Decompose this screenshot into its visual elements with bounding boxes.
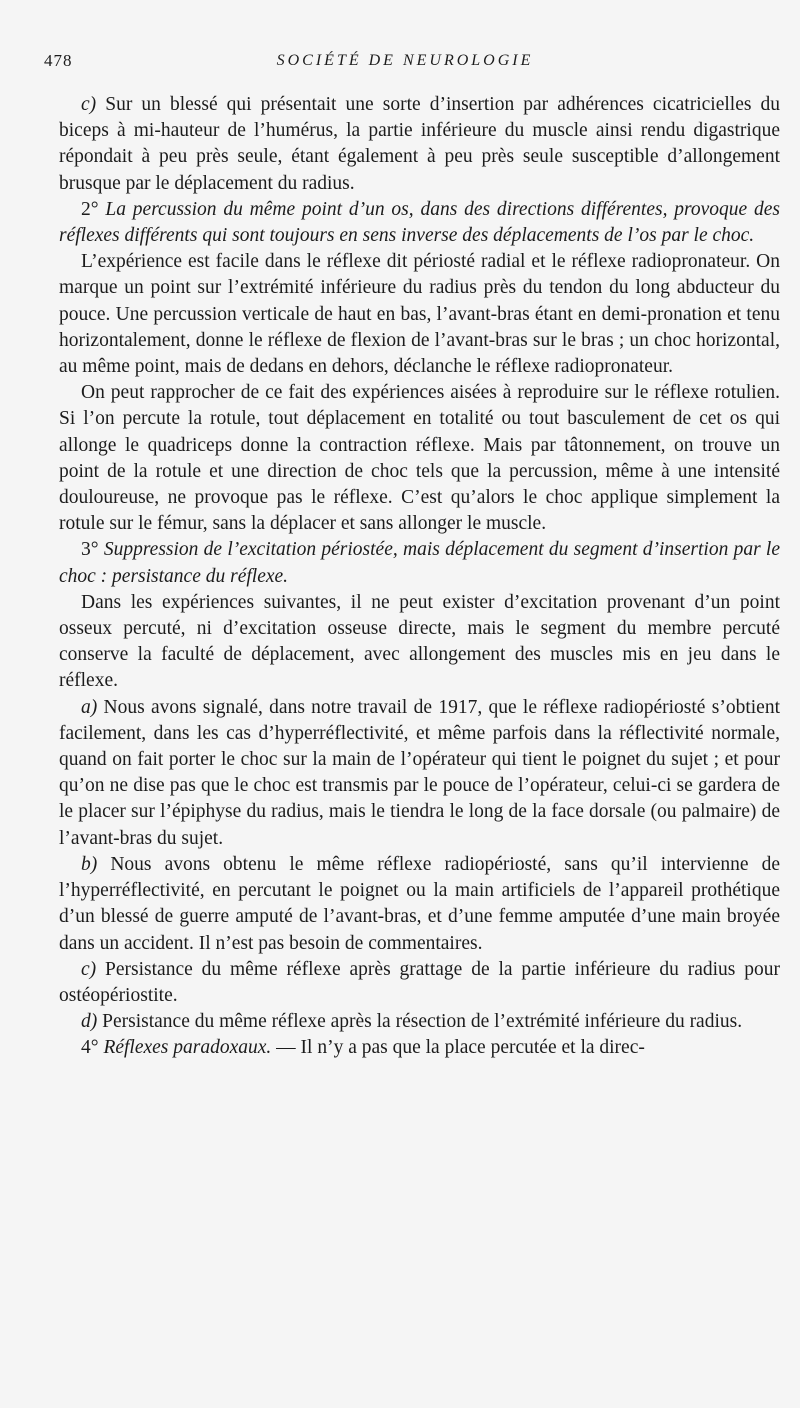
section-title: La percussion du même point d’un os, dans des directions différentes, provoque des réflexes différents qui sont toujours en sens inverse des déplacements de l’os par le choc. [59, 198, 780, 247]
section-heading-4 [59, 1035, 780, 1061]
item-label: c) [81, 94, 97, 115]
section-heading-2 [59, 197, 780, 249]
paragraph-text: Persistance du même réflexe après la résection de l’extrémité inférieure du radius. [97, 1011, 743, 1033]
paragraph-experiences [59, 590, 780, 695]
paragraph-rotulien [59, 380, 780, 537]
item-label: a) [81, 696, 98, 718]
paragraph-text: L’expérience est facile dans le réflexe dit périosté radial et le réflexe radiopronateur. On marque un point sur l’extrémité inférieure du radius près du tendon du long abducteur du pouce. Une percussion verticale de haut en bas, l’avant-bras étant en demi-pronation et tenu horizontalement, donne le réflexe de flexion de l’avant-bras sur le bras ; un choc horizontal, au même point, mais de dedans en dehors, déclanche le réflexe radiopronateur. [59, 251, 780, 378]
section-title: Réflexes paradoxaux. [98, 1037, 272, 1059]
paragraph-c-grattage [59, 957, 780, 1009]
running-head [44, 48, 766, 74]
item-label: c) [81, 958, 97, 980]
section-heading-3 [59, 537, 780, 589]
section-title: Suppression de l’excitation périostée, mais déplacement du segment d’insertion par le choc : persistance du réflexe. [59, 539, 780, 587]
journal-title: SOCIÉTÉ DE NEUROLOGIE [276, 52, 534, 69]
paragraph-text: Nous avons signalé, dans notre travail de 1917, que le réflexe radiopériosté s’obtient facilement, dans les cas d’hyperréflectivité, et même parfois dans la réflectivité normale, quand on fait porter le choc sur la main de l’opérateur qui tient le poignet du sujet ; et pour qu’on ne dise pas que le choc est transmis par le pouce de l’opérateur, celui-ci se gardera de le placer sur l’épiphyse du radius, mais le tiendra le long de la face dorsale (ou palmaire) de l’avant-bras du sujet. [59, 696, 780, 849]
paragraph-d-resection [59, 1009, 780, 1035]
section-number: 3° [81, 539, 99, 561]
section-number: 2° [81, 198, 99, 220]
section-number: 4° [81, 1037, 99, 1059]
paragraph-text: On peut rapprocher de ce fait des expériences aisées à reproduire sur le réflexe rotulien. Si l’on percute la rotule, tout déplacement en totalité ou tout basculement de cet os qui allonge le quadriceps donne la contraction réflexe. Mais par tâtonnement, on trouve un point de la rotule et une direction de choc tels que la percussion, même à une intensité douloureuse, ne provoque pas le réflexe. C’est qu’alors le choc applique simplement la rotule sur le fémur, sans la déplacer et sans allonger le muscle. [59, 382, 780, 535]
paragraph-text: — Il n’y a pas que la place percutée et la direc- [271, 1037, 645, 1059]
paragraph-text: Sur un blessé qui présentait une sorte d’insertion par adhérences cicatricielles du biceps à mi-hauteur de l’humérus, la partie inférieure du muscle ainsi rendu digastrique répondait à peu près seule, étant également à peu près seule susceptible d’allongement brusque par le déplacement du radius. [59, 94, 780, 194]
body-text [59, 92, 780, 1062]
paragraph-b-prothese [59, 852, 780, 957]
paragraph-text: Persistance du même réflexe après grattage de la partie inférieure du radius pour ostéopériostite. [59, 958, 780, 1006]
paragraph-c-biceps [59, 92, 780, 197]
paragraph-radiopronateur [59, 249, 780, 380]
item-label: d) [81, 1011, 98, 1033]
item-label: b) [81, 853, 98, 875]
page-number: 478 [44, 51, 73, 70]
paragraph-a-radioperioste [59, 695, 780, 852]
paragraph-text: Nous avons obtenu le même réflexe radiopériosté, sans qu’il intervienne de l’hyperréflectivité, en percutant le poignet ou la main artificiels de l’appareil prothétique d’un blessé de guerre amputé de l’avant-bras, et d’une femme amputée d’une main broyée dans un accident. Il n’est pas besoin de commentaires. [59, 853, 780, 954]
paragraph-text: Dans les expériences suivantes, il ne peut exister d’excitation provenant d’un point osseux percuté, ni d’excitation osseuse directe, mais le segment du membre percuté conserve la faculté de déplacement, avec allongement des muscles mis en jeu dans le réflexe. [59, 591, 780, 692]
